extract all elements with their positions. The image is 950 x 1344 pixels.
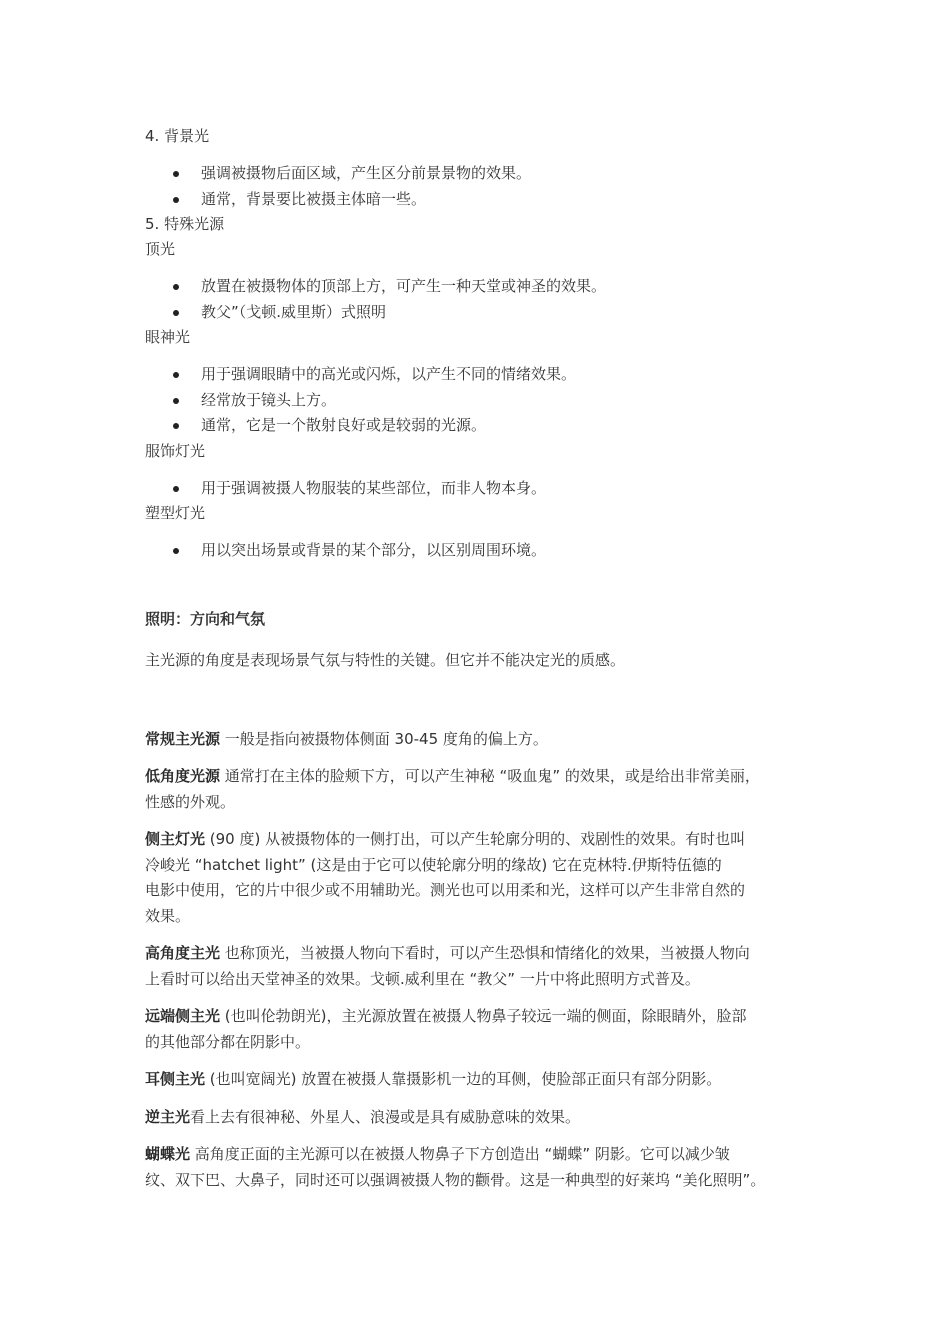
text-line: 通常打在主体的脸颊下方，可以产生神秘 “吸血鬼” 的效果，或是给出非常美丽， xyxy=(220,767,760,785)
list-item: 用于强调眼睛中的高光或闪烁，以产生不同的情绪效果。 xyxy=(145,362,815,388)
term: 远端侧主光 xyxy=(145,1007,221,1025)
subheading-eye-light: 眼神光 xyxy=(145,328,191,346)
text-line: 一般是指向被摄物体侧面 30-45 度角的偏上方。 xyxy=(220,729,548,748)
costume-light-list xyxy=(145,476,815,502)
paragraph-ear-side-key xyxy=(145,1067,815,1093)
term: 逆主光 xyxy=(145,1107,191,1126)
paragraph-far-side-key xyxy=(145,1004,815,1055)
list-item: 用于强调被摄人物服装的某些部位，而非人物本身。 xyxy=(145,476,815,502)
section-heading-background-light: 4. 背景光 xyxy=(145,127,210,145)
text-line: (也叫伦勃朗光)，主光源放置在被摄人物鼻子较远一端的侧面，除眼睛外，脸部 xyxy=(220,1007,747,1025)
list-item: 通常，背景要比被摄主体暗一些。 xyxy=(145,187,815,213)
text-line: 纹、双下巴、大鼻子，同时还可以强调被摄人物的颧骨。这是一种典型的好莱坞 “美化照明”。 xyxy=(145,1170,766,1189)
top-light-list xyxy=(145,274,815,325)
list-item: 通常，它是一个散射良好或是较弱的光源。 xyxy=(145,413,815,439)
paragraph-back-key xyxy=(145,1105,815,1131)
lighting-intro: 主光源的角度是表现场景气氛与特性的关键。但它并不能决定光的质感。 xyxy=(145,650,626,669)
list-item: 强调被摄物后面区域，产生区分前景景物的效果。 xyxy=(145,161,815,187)
paragraph-side-key xyxy=(145,827,815,929)
subheading-costume-light: 服饰灯光 xyxy=(145,441,206,460)
paragraph-butterfly-light xyxy=(145,1142,815,1193)
shaping-light-list xyxy=(145,538,815,564)
eye-light-list xyxy=(145,362,815,439)
list-item: 用以突出场景或背景的某个部分，以区别周围环境。 xyxy=(145,538,815,564)
text-line: 看上去有很神秘、外星人、浪漫或是具有威胁意味的效果。 xyxy=(190,1107,581,1126)
list-item: 经常放于镜头上方。 xyxy=(145,388,815,414)
text-line: 电影中使用，它的片中很少或不用辅助光。测光也可以用柔和光，这样可以产生非常自然的 xyxy=(145,881,746,899)
text-line: 高角度正面的主光源可以在被摄人物鼻子下方创造出 “蝴蝶” 阴影。它可以减少皱 xyxy=(190,1145,730,1163)
subheading-top-light: 顶光 xyxy=(145,240,176,258)
background-light-list xyxy=(145,161,815,212)
term: 侧主灯光 xyxy=(145,830,206,848)
list-item: 放置在被摄物体的顶部上方，可产生一种天堂或神圣的效果。 xyxy=(145,274,815,300)
lighting-section-title: 照明：方向和气氛 xyxy=(145,609,266,628)
text-line: 的其他部分都在阴影中。 xyxy=(145,1032,311,1051)
text-line: (90 度) 从被摄物体的一侧打出，可以产生轮廓分明的、戏剧性的效果。有时也叫 xyxy=(205,830,746,848)
subheading-shaping-light: 塑型灯光 xyxy=(145,504,206,522)
paragraph-normal-key xyxy=(145,727,815,753)
term: 常规主光源 xyxy=(145,729,221,748)
text-line: 也称顶光，当被摄人物向下看时，可以产生恐惧和情绪化的效果，当被摄人物向 xyxy=(220,944,750,962)
text-line: 效果。 xyxy=(145,906,191,925)
text-line: (也叫宽阔光) 放置在被摄人靠摄影机一边的耳侧，使脸部正面只有部分阴影。 xyxy=(205,1070,722,1088)
paragraph-high-angle xyxy=(145,941,815,992)
term: 高角度主光 xyxy=(145,944,221,962)
text-line: 性感的外观。 xyxy=(145,792,236,811)
paragraph-low-angle xyxy=(145,764,815,815)
list-item: 教父”（戈顿.威里斯）式照明 xyxy=(145,300,815,326)
text-line: 上看时可以给出天堂神圣的效果。戈顿.威利里在 “教父” 一片中将此照明方式普及。 xyxy=(145,969,700,988)
term: 蝴蝶光 xyxy=(145,1145,191,1163)
term: 低角度光源 xyxy=(145,767,221,785)
text-line: 冷峻光 “hatchet light” (这是由于它可以使轮廓分明的缘故) 它在克林特.伊斯特伍德的 xyxy=(145,855,722,874)
document-content xyxy=(145,124,815,1193)
term: 耳侧主光 xyxy=(145,1070,206,1088)
section-heading-special-light: 5. 特殊光源 xyxy=(145,215,225,233)
